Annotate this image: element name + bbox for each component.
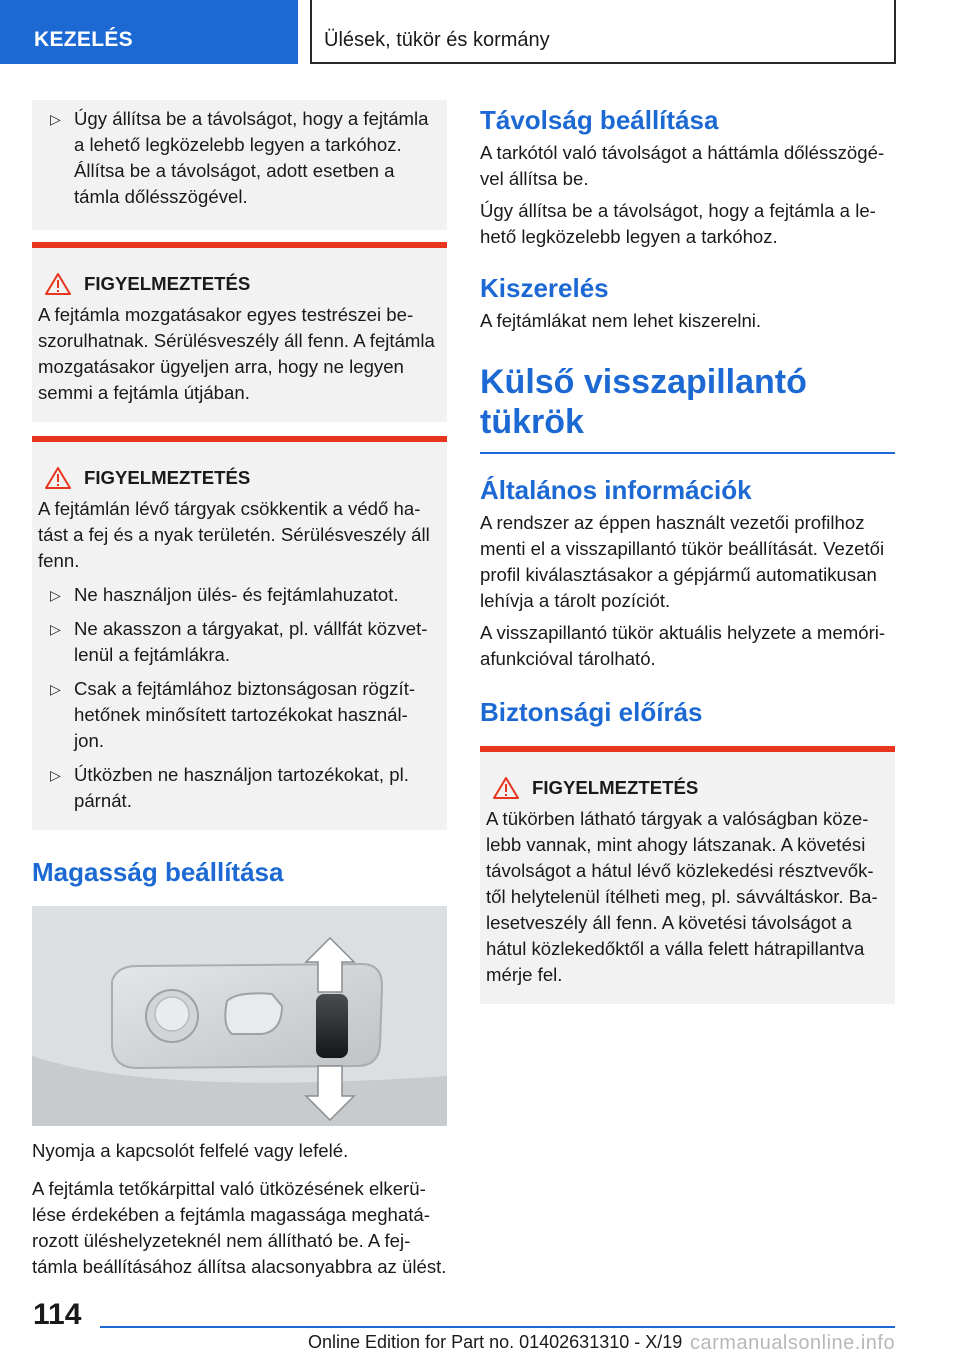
step-marker-icon: ▷ (50, 111, 61, 127)
step-marker-icon: ▷ (50, 621, 61, 637)
height-paragraph: A fejtámla tetőkárpittal való ütközésének elkerü-lése érdekében a fejtámla magassága meghatá-rozott üléshelyzeteknél nem állítható be. A fej-támla beállításához állítsa alacsonyabbra az ülést. (32, 1178, 447, 1277)
section-heading: Kiszerelés (480, 273, 609, 303)
edition-text: Online Edition for Part no. 01402631310 - X/19 (308, 1332, 683, 1352)
warning-text: A tükörben látható tárgyak a valóságban köze-lebb vannak, mint ahogy látszanak. A követési távolságot a hátul lévő közlekedési résztvevők-től helytelenül ítélheti meg, pl. sávváltáskor. Ba-lesetveszély áll fenn. A követési távolságot a hátul közlekedőktől a válla felett hátrapillantva mérje fel. (486, 808, 878, 985)
seat-switch-illustration (32, 906, 447, 1126)
footer-divider (100, 1326, 895, 1328)
step-box (32, 100, 447, 230)
paragraph: A fejtámlákat nem lehet kiszerelni. (480, 310, 762, 331)
warning-list-item (38, 582, 437, 608)
warning-box (32, 436, 447, 830)
photo-caption: Nyomja a kapcsolót felfelé vagy lefelé. (32, 1140, 349, 1161)
right-column (480, 104, 895, 1004)
warning-box (480, 746, 895, 1004)
chapter-title: Ülések, tükör és kormány (324, 29, 550, 51)
warning-title: FIGYELMEZTETÉS (532, 777, 699, 798)
warning-list-item (38, 616, 437, 668)
list-item-text: Ne akasszon a tárgyakat, pl. vállfát közvet-lenül a fejtámlákra. (74, 618, 428, 665)
section-heading: Általános információk (480, 475, 752, 505)
section-title: KEZELÉS (34, 28, 133, 51)
left-column (32, 100, 447, 1280)
step-text: Úgy állítsa be a távolságot, hogy a fejtámla a lehető legközelebb legyen a tarkóhoz. Állítsa be a távolságot, adott esetben a támla dőlésszögével. (74, 108, 429, 207)
watermark: carmanualsonline.info (690, 1332, 896, 1354)
paragraph: A visszapillantó tükör aktuális helyzete a memóri-afunkcióval tárolható. (480, 622, 886, 669)
warning-triangle-icon (492, 776, 520, 800)
chapter-heading: Külső visszapillantó tükrök (480, 362, 895, 454)
list-item-text: Útközben ne használjon tartozékokat, pl. párnát. (74, 764, 409, 811)
chapter-header (310, 0, 896, 64)
warning-title: FIGYELMEZTETÉS (84, 273, 251, 294)
warning-header (38, 272, 437, 296)
warning-box (32, 242, 447, 422)
step-marker-icon: ▷ (50, 681, 61, 697)
warning-text: A fejtámla mozgatásakor egyes testrészei be-szorulhatnak. Sérülésveszély áll fenn. A fejtámla mozgatásakor ügyeljen arra, hogy ne legyen semmi a fejtámla útjában. (38, 304, 435, 403)
warning-title: FIGYELMEZTETÉS (84, 467, 251, 488)
warning-list-item (38, 762, 437, 814)
step-marker-icon: ▷ (50, 767, 61, 783)
warning-list-item (38, 676, 437, 754)
paragraph: A rendszer az éppen használt vezetői profilhoz menti el a visszapillantó tükör beállítását. Vezetői profil kiválasztásakor a gépjármű automatikusan lehívja a tárolt pozíciót. (480, 512, 885, 611)
section-heading: Biztonsági előírás (480, 697, 703, 727)
warning-triangle-icon (44, 466, 72, 490)
list-item-text: Ne használjon ülés- és fejtámlahuzatot. (74, 584, 399, 605)
seat-switch-photo (32, 906, 447, 1126)
warning-text: A fejtámlán lévő tárgyak csökkentik a védő ha-tást a fej és a nyak területén. Sérülésveszély áll fenn. (38, 498, 430, 571)
paragraph: Úgy állítsa be a távolságot, hogy a fejtámla a le-hető legközelebb legyen a tarkóhoz. (480, 200, 876, 247)
paragraph: A tarkótól való távolságot a háttámla dőlésszögé-vel állítsa be. (480, 142, 885, 189)
warning-header (38, 466, 437, 490)
page-number: 114 (33, 1298, 82, 1331)
step-marker-icon: ▷ (50, 587, 61, 603)
step-item (38, 106, 439, 210)
warning-header (486, 776, 885, 800)
warning-triangle-icon (44, 272, 72, 296)
section-tab (0, 0, 298, 64)
section-heading: Magasság beállítása (32, 857, 284, 887)
section-heading: Távolság beállítása (480, 105, 719, 135)
list-item-text: Csak a fejtámlához biztonságosan rögzít-hetőnek minősített tartozékokat használ-jon. (74, 678, 416, 751)
